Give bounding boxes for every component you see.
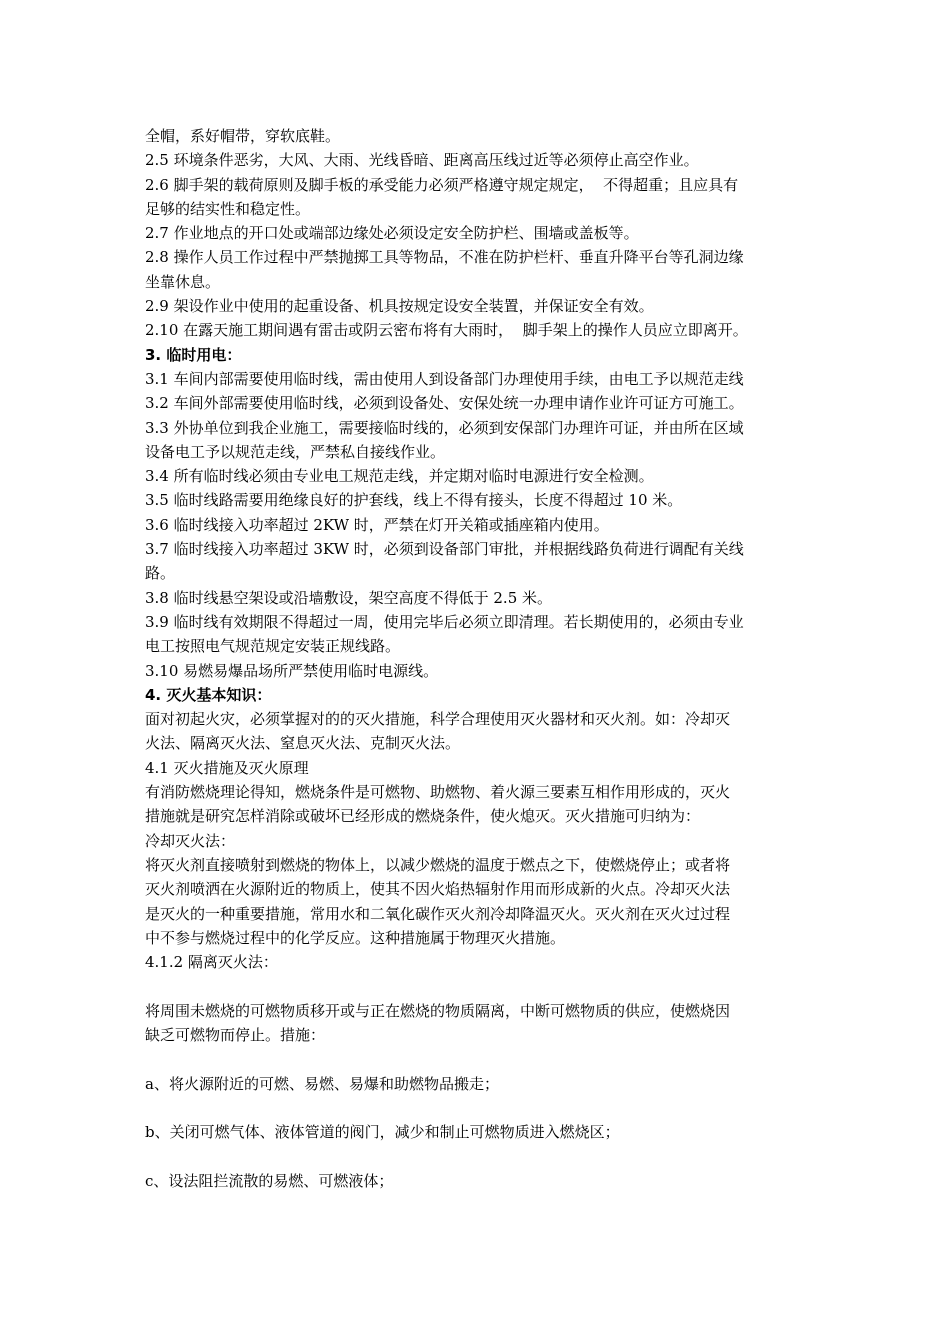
text-line: 3.6 临时线接入功率超过 2KW 时，严禁在灯开关箱或插座箱内使用。	[145, 515, 609, 534]
text-line: 全帽，系好帽带，穿软底鞋。	[145, 127, 341, 145]
text-line: 坐靠休息。	[145, 272, 221, 291]
section-heading: 4. 灭火基本知识：	[145, 685, 272, 704]
text-line: 3.8 临时线悬空架设或沿墙敷设，架空高度不得低于 2.5 米。	[145, 588, 553, 607]
text-line: 面对初起火灾，必须掌握对的的灭火措施，科学合理使用灭火器材和灭火剂。如：冷却灭	[145, 710, 731, 729]
blank-line	[145, 1144, 813, 1168]
text-line: 电工按照电气规范规定安装正规线路。	[145, 637, 401, 656]
text-line: 2.5 环境条件恶劣，大风、大雨、光线昏暗、距离高压线过近等必须停止高空作业。	[145, 151, 699, 170]
document-body	[145, 124, 813, 1193]
text-line: 3.2 车间外部需要使用临时线，必须到设备处、安保处统一办理申请作业许可证方可施工。	[145, 394, 744, 413]
text-line: 3.10 易燃易爆品场所严禁使用临时电源线。	[145, 661, 439, 680]
text-line: 4.1.2 隔离灭火法：	[145, 953, 278, 972]
text-line: 3.1 车间内部需要使用临时线，需由使用人到设备部门办理使用手续，由电工予以规范走线	[145, 369, 744, 388]
text-line: 灭火剂喷洒在火源附近的物质上，使其不因火焰热辐射作用而形成新的火点。冷却灭火法	[145, 880, 731, 899]
text-line: 措施就是研究怎样消除或破坏已经形成的燃烧条件，使火熄灭。灭火措施可归纳为：	[145, 807, 701, 826]
text-line: 缺乏可燃物而停止。措施：	[145, 1025, 326, 1044]
text-line: 路。	[145, 564, 176, 583]
text-line: 2.6 脚手架的载荷原则及脚手板的承受能力必须严格遵守规定规定， 不得超重；且应具有	[145, 175, 739, 194]
text-line: c、设法阻拦流散的易燃、可燃液体；	[145, 1171, 394, 1190]
blank-line	[145, 1047, 813, 1071]
text-line: 中不参与燃烧过程中的化学反应。这种措施属于物理灭火措施。	[145, 928, 566, 947]
text-line: 3.3 外协单位到我企业施工，需要接临时线的，必须到安保部门办理许可证，并由所在区域	[145, 418, 744, 437]
text-line: 冷却灭火法：	[145, 831, 236, 850]
section-heading: 3. 临时用电：	[145, 345, 242, 364]
text-line: a、将火源附近的可燃、易燃、易爆和助燃物品搬走；	[145, 1074, 499, 1093]
blank-line	[145, 974, 813, 998]
text-line: 3.4 所有临时线必须由专业电工规范走线，并定期对临时电源进行安全检测。	[145, 467, 654, 486]
text-line: 2.10 在露天施工期间遇有雷击或阴云密布将有大雨时， 脚手架上的操作人员应立即离开。	[145, 321, 748, 340]
text-line: 火法、隔离灭火法、窒息灭火法、克制灭火法。	[145, 734, 461, 753]
text-line: 3.7 临时线接入功率超过 3KW 时，必须到设备部门审批，并根据线路负荷进行调配有关线	[145, 540, 744, 559]
text-line: 将灭火剂直接喷射到燃烧的物体上，以减少燃烧的温度于燃点之下，使燃烧停止；或者将	[145, 855, 731, 874]
text-line: 3.9 临时线有效期限不得超过一周，使用完毕后必须立即清理。若长期使用的，必须由专业	[145, 612, 744, 631]
text-line: b、关闭可燃气体、液体管道的阀门，减少和制止可燃物质进入燃烧区；	[145, 1123, 620, 1142]
text-line: 有消防燃烧理论得知，燃烧条件是可燃物、助燃物、着火源三要素互相作用形成的，灭火	[145, 783, 731, 802]
text-line: 2.8 操作人员工作过程中严禁抛掷工具等物品，不准在防护栏杆、垂直升降平台等孔洞边缘	[145, 248, 744, 267]
text-line: 3.5 临时线路需要用绝缘良好的护套线，线上不得有接头，长度不得超过 10 米。	[145, 491, 683, 510]
text-line: 2.7 作业地点的开口处或端部边缘处必须设定安全防护栏、围墙或盖板等。	[145, 224, 639, 243]
text-line: 是灭火的一种重要措施，常用水和二氧化碳作灭火剂冷却降温灭火。灭火剂在灭火过过程	[145, 904, 731, 923]
text-line: 设备电工予以规范走线，严禁私自接线作业。	[145, 442, 446, 461]
text-line: 2.9 架设作业中使用的起重设备、机具按规定设安全装置，并保证安全有效。	[145, 297, 654, 316]
text-line: 4.1 灭火措施及灭火原理	[145, 758, 309, 777]
text-line: 足够的结实性和稳定性。	[145, 199, 311, 218]
text-line: 将周围未燃烧的可燃物质移开或与正在燃烧的物质隔离，中断可燃物质的供应，使燃烧因	[145, 1001, 731, 1020]
blank-line	[145, 1096, 813, 1120]
